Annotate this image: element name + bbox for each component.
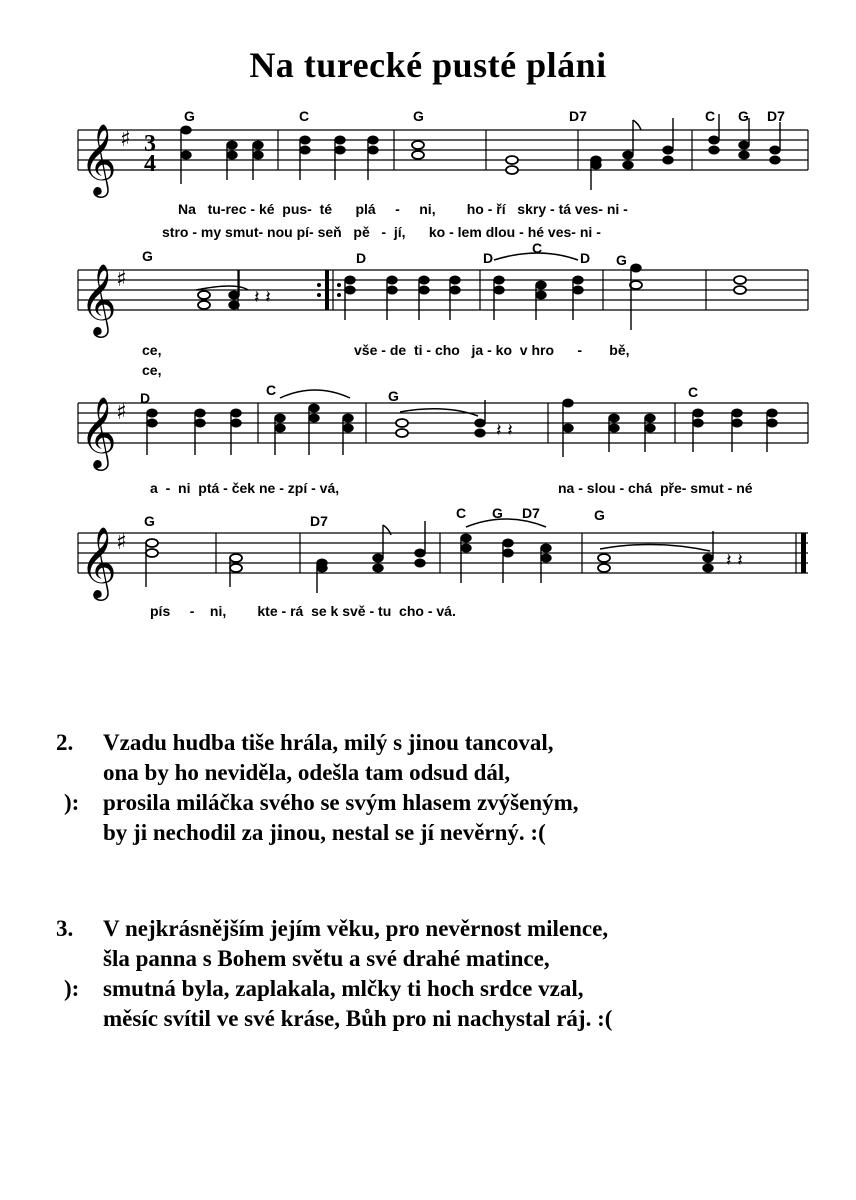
- lyric-line: pís - ni, kte - rá se k svě - tu cho - vá.: [150, 603, 456, 619]
- chord-label: G: [594, 507, 605, 523]
- final-barline: [801, 533, 806, 573]
- verse-text: šla panna s Bohem světu a své drahé matince,: [103, 946, 550, 971]
- treble-clef-icon: 𝄞: [80, 525, 117, 598]
- chord-label: D7: [569, 108, 587, 124]
- chord-label: D: [356, 250, 367, 266]
- chord-label: D7: [310, 513, 328, 529]
- lyric-line: ce,: [142, 342, 162, 358]
- time-signature-top: 3: [144, 131, 156, 157]
- chord-label: D: [580, 250, 591, 266]
- staff: [0, 505, 856, 615]
- staff: [0, 240, 856, 350]
- svg-text:𝄽 𝄽: 𝄽 𝄽: [254, 287, 271, 308]
- chord-label: C: [532, 240, 543, 256]
- chord-label: C: [688, 384, 699, 400]
- lyric-line: Na tu-rec - ké pus- té plá - ni, ho - ří skry - tá ves- ni -: [178, 201, 628, 217]
- repeat-mark: ):: [64, 790, 80, 815]
- sharp-icon: ♯: [116, 267, 127, 292]
- verse-number: 3.: [56, 916, 74, 941]
- verse-text: V nejkrásnějším jejím věku, pro nevěrnost milence,: [103, 916, 609, 941]
- time-signature-bottom: 4: [144, 151, 156, 177]
- chord-label: G: [492, 505, 503, 521]
- chord-label: G: [142, 248, 153, 264]
- verse-text: měsíc svítil ve své kráse, Bůh pro ni nachystal ráj. :(: [103, 1006, 613, 1031]
- verse-text: smutná byla, zaplakala, mlčky ti hoch srdce vzal,: [103, 976, 584, 1001]
- chord-label: D7: [767, 108, 785, 124]
- svg-text:𝄽 𝄽: 𝄽 𝄽: [726, 550, 743, 571]
- chord-label: G: [388, 388, 399, 404]
- repeat-mark: ):: [64, 976, 80, 1001]
- sharp-icon: ♯: [120, 127, 131, 152]
- chord-label: D: [140, 390, 151, 406]
- verse-text: ona by ho neviděla, odešla tam odsud dál,: [103, 760, 511, 785]
- svg-text:𝄽 𝄽: 𝄽 𝄽: [496, 420, 513, 441]
- verse-text: prosila miláčka svého se svým hlasem zvýšeným,: [103, 790, 579, 815]
- treble-clef-icon: 𝄞: [80, 262, 117, 335]
- sharp-icon: ♯: [116, 400, 127, 425]
- chord-label: G: [144, 513, 155, 529]
- chord-label: G: [738, 108, 749, 124]
- music-system-2: [0, 240, 856, 390]
- chord-label: C: [705, 108, 716, 124]
- page-title: Na turecké pusté pláni: [249, 45, 607, 85]
- lyric-line: stro - my smut- nou pí- seň pě - jí, ko - lem dlou - hé ves- ni -: [162, 224, 601, 240]
- chord-label: G: [616, 252, 627, 268]
- lyric-line: a - ni ptá - ček ne - zpí - vá,: [150, 480, 340, 496]
- treble-clef-icon: 𝄞: [80, 395, 117, 468]
- verse-number: 2.: [56, 730, 74, 755]
- sharp-icon: ♯: [116, 530, 127, 555]
- treble-clef-icon: 𝄞: [80, 122, 117, 195]
- note: [181, 151, 191, 159]
- chord-label: G: [184, 108, 195, 124]
- verse-text: Vzadu hudba tiše hrála, milý s jinou tancoval,: [103, 730, 554, 755]
- lyric-line: vše - de ti - cho ja - ko v hro - bě,: [354, 342, 630, 358]
- lyric-line: na - slou - chá pře- smut - né: [558, 480, 753, 496]
- music-system-3: [0, 380, 856, 510]
- music-system-4: [0, 505, 856, 635]
- chord-label: C: [266, 382, 277, 398]
- chord-label: C: [456, 505, 467, 521]
- verse-text: by ji nechodil za jinou, nestal se jí nevěrný. :(: [103, 820, 546, 845]
- staff: [0, 100, 856, 210]
- staff: [0, 380, 856, 490]
- chord-label: C: [299, 108, 310, 124]
- lyric-line: ce,: [142, 362, 162, 378]
- note: [181, 126, 191, 134]
- chord-label: G: [413, 108, 424, 124]
- chord-label: D7: [522, 505, 540, 521]
- chord-label: D: [483, 250, 494, 266]
- music-system-1: [0, 100, 856, 250]
